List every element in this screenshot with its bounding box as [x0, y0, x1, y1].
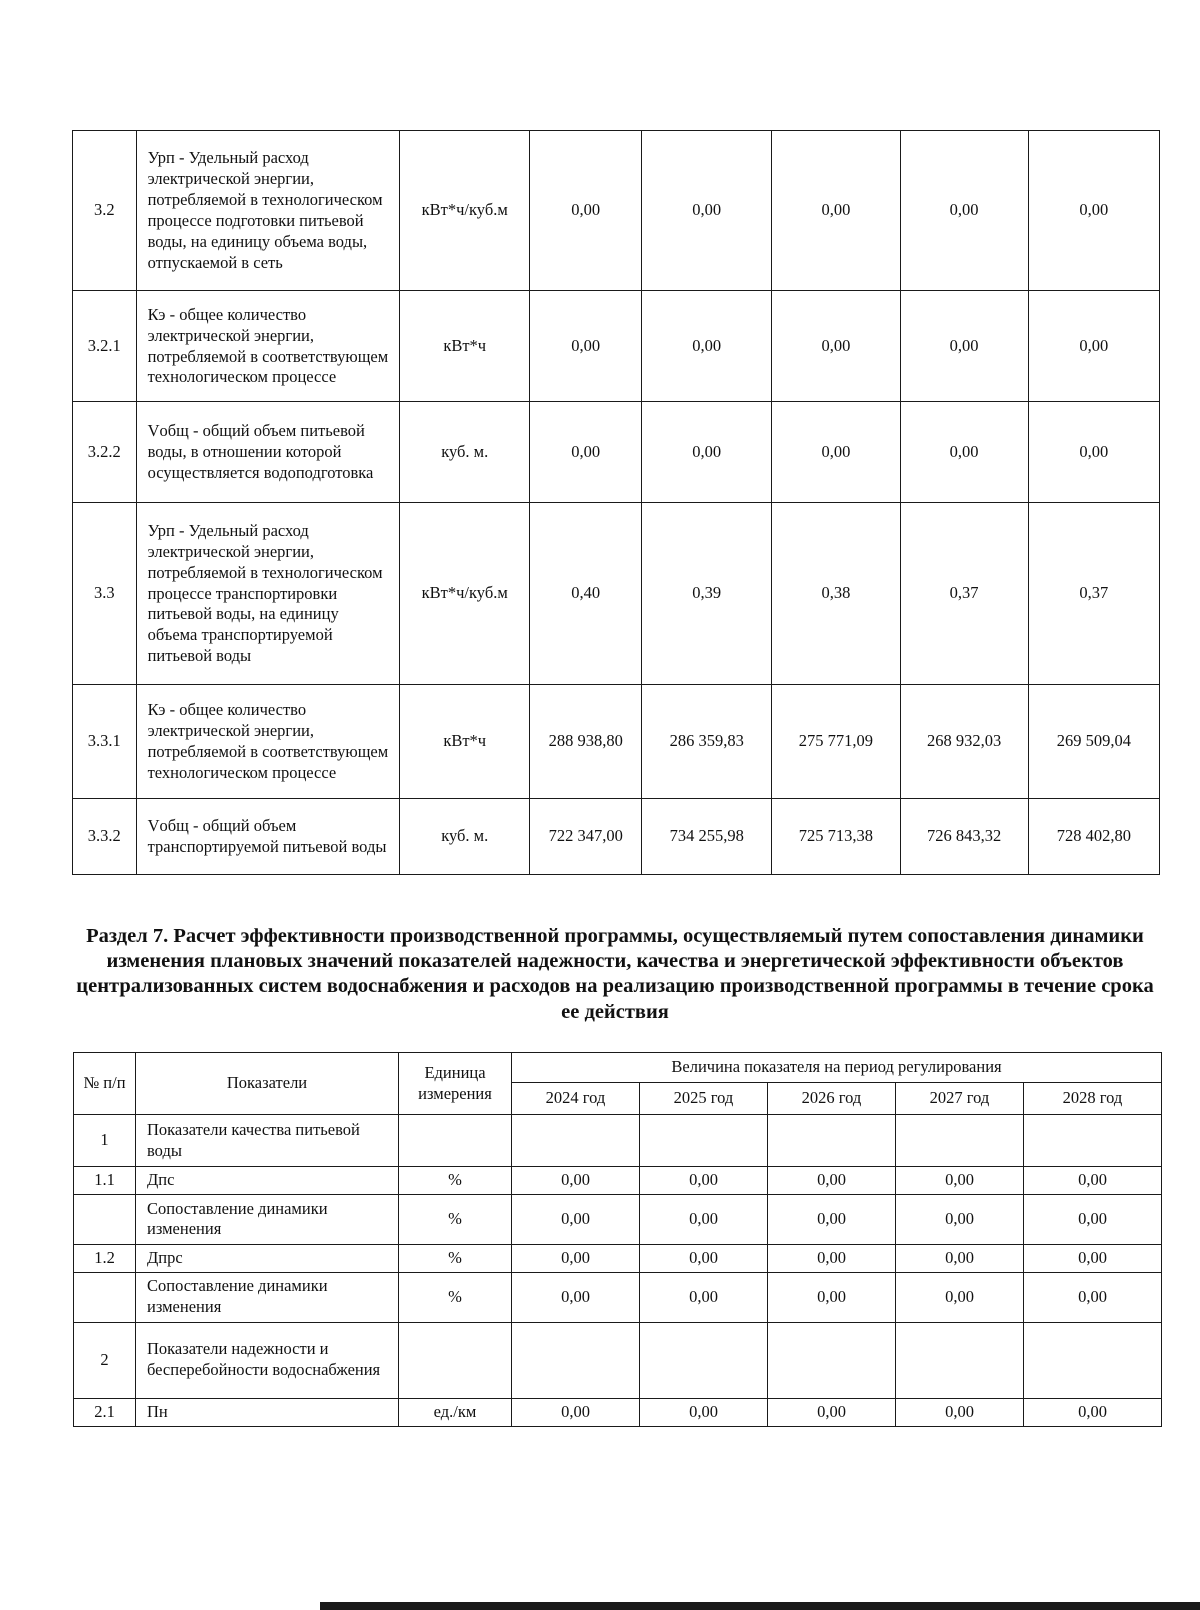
- value-cell: 0,00: [1024, 1194, 1162, 1244]
- unit-cell: %: [399, 1194, 512, 1244]
- value-cell: 0,00: [772, 131, 900, 291]
- value-cell: [896, 1115, 1024, 1167]
- indicator-description: Кэ - общее количество электрической энергии, потребляемой в соответствующем технологическом процессе: [136, 291, 400, 402]
- unit-cell: кВт*ч/куб.м: [400, 131, 530, 291]
- value-cell: [1024, 1115, 1162, 1167]
- value-cell: 0,00: [512, 1272, 640, 1322]
- row-number: 3.3.1: [73, 685, 137, 799]
- table-row: [73, 131, 1160, 291]
- value-cell: 0,00: [896, 1244, 1024, 1272]
- value-cell: 725 713,38: [772, 799, 900, 875]
- value-cell: [896, 1322, 1024, 1398]
- unit-cell: ед./км: [399, 1398, 512, 1426]
- value-cell: 0,37: [900, 503, 1028, 685]
- indicator-description: Vобщ - общий объем транспортируемой питьевой воды: [136, 799, 400, 875]
- table-row: [74, 1322, 1162, 1398]
- indicator-name: Сопоставление динамики изменения: [136, 1272, 399, 1322]
- value-cell: 728 402,80: [1028, 799, 1159, 875]
- indicator-description: Урп - Удельный расход электрической энергии, потребляемой в технологическом процессе транспортировки питьевой воды, на единицу объема транспортируемой питьевой воды: [136, 503, 400, 685]
- value-cell: 0,00: [896, 1167, 1024, 1195]
- value-cell: 269 509,04: [1028, 685, 1159, 799]
- scan-edge-line: [320, 1602, 1200, 1610]
- table-row: [74, 1115, 1162, 1167]
- value-cell: 0,00: [640, 1194, 768, 1244]
- unit-cell: куб. м.: [400, 799, 530, 875]
- value-cell: [640, 1322, 768, 1398]
- value-cell: 726 843,32: [900, 799, 1028, 875]
- row-number: 1.1: [74, 1167, 136, 1195]
- value-cell: 0,00: [768, 1244, 896, 1272]
- value-cell: [768, 1115, 896, 1167]
- row-number: 2.1: [74, 1398, 136, 1426]
- indicator-description: Урп - Удельный расход электрической энергии, потребляемой в технологическом процессе подготовки питьевой воды, на единицу объема воды, отпускаемой в сеть: [136, 131, 400, 291]
- header-row: [74, 1053, 1162, 1083]
- table-row: [74, 1272, 1162, 1322]
- value-cell: 0,00: [640, 1272, 768, 1322]
- table-row: [73, 402, 1160, 503]
- value-cell: 0,00: [896, 1398, 1024, 1426]
- value-cell: 0,00: [512, 1244, 640, 1272]
- table-row: [74, 1167, 1162, 1195]
- table-row: [74, 1398, 1162, 1426]
- value-cell: 0,00: [1028, 291, 1159, 402]
- value-cell: [512, 1115, 640, 1167]
- value-cell: 0,40: [530, 503, 642, 685]
- row-number: 3.2: [73, 131, 137, 291]
- column-header-year: 2028 год: [1024, 1083, 1162, 1115]
- value-cell: 0,00: [772, 291, 900, 402]
- row-number: 3.2.1: [73, 291, 137, 402]
- value-cell: [512, 1322, 640, 1398]
- row-number: 3.2.2: [73, 402, 137, 503]
- value-cell: 0,00: [640, 1398, 768, 1426]
- value-cell: 0,00: [772, 402, 900, 503]
- indicator-description: Кэ - общее количество электрической энергии, потребляемой в соответствующем технологическом процессе: [136, 685, 400, 799]
- value-cell: 288 938,80: [530, 685, 642, 799]
- value-cell: 734 255,98: [642, 799, 772, 875]
- row-number: 1.2: [74, 1244, 136, 1272]
- row-number: 2: [74, 1322, 136, 1398]
- value-cell: 0,37: [1028, 503, 1159, 685]
- row-number: 3.3.2: [73, 799, 137, 875]
- value-cell: 0,00: [642, 402, 772, 503]
- row-number: 1: [74, 1115, 136, 1167]
- column-header-year: 2024 год: [512, 1083, 640, 1115]
- value-cell: 0,00: [896, 1194, 1024, 1244]
- indicator-name: Сопоставление динамики изменения: [136, 1194, 399, 1244]
- value-cell: 0,39: [642, 503, 772, 685]
- value-cell: 0,00: [642, 291, 772, 402]
- value-cell: 0,00: [530, 291, 642, 402]
- unit-cell: [399, 1322, 512, 1398]
- column-header-year: 2026 год: [768, 1083, 896, 1115]
- value-cell: 0,00: [900, 131, 1028, 291]
- column-header-unit: Единица измерения: [399, 1053, 512, 1115]
- value-cell: [768, 1322, 896, 1398]
- value-cell: 0,00: [512, 1167, 640, 1195]
- value-cell: 0,00: [512, 1194, 640, 1244]
- value-cell: 0,00: [1028, 402, 1159, 503]
- table-row: [74, 1244, 1162, 1272]
- value-cell: 0,00: [1024, 1272, 1162, 1322]
- efficiency-table: [73, 1052, 1162, 1427]
- column-header-year: 2025 год: [640, 1083, 768, 1115]
- unit-cell: кВт*ч: [400, 685, 530, 799]
- column-header-year: 2027 год: [896, 1083, 1024, 1115]
- indicator-name: Дпс: [136, 1167, 399, 1195]
- indicator-description: Vобщ - общий объем питьевой воды, в отношении которой осуществляется водоподготовка: [136, 402, 400, 503]
- table-row: [74, 1194, 1162, 1244]
- column-header-number: № п/п: [74, 1053, 136, 1115]
- unit-cell: %: [399, 1167, 512, 1195]
- value-cell: 0,00: [1024, 1244, 1162, 1272]
- value-cell: 0,00: [1024, 1167, 1162, 1195]
- table-row: [73, 503, 1160, 685]
- unit-cell: [399, 1115, 512, 1167]
- value-cell: 0,00: [900, 291, 1028, 402]
- unit-cell: %: [399, 1244, 512, 1272]
- value-cell: 0,00: [896, 1272, 1024, 1322]
- indicator-name: Показатели надежности и бесперебойности водоснабжения: [136, 1322, 399, 1398]
- value-cell: 0,00: [1024, 1398, 1162, 1426]
- table-row: [73, 291, 1160, 402]
- value-cell: 286 359,83: [642, 685, 772, 799]
- row-number: [74, 1272, 136, 1322]
- indicator-name: Пн: [136, 1398, 399, 1426]
- section-title: Раздел 7. Расчет эффективности производственной программы, осуществляемый путем сопоставления динамики изменения плановых значений показателей надежности, качества и энергетической эффективности объектов централизованных систем водоснабжения и расходов на реализацию производственной программы в течение срока ее действия: [76, 925, 1154, 1023]
- indicator-name: Дпрс: [136, 1244, 399, 1272]
- unit-cell: %: [399, 1272, 512, 1322]
- unit-cell: куб. м.: [400, 402, 530, 503]
- value-cell: 0,38: [772, 503, 900, 685]
- value-cell: 0,00: [512, 1398, 640, 1426]
- indicator-name: Показатели качества питьевой воды: [136, 1115, 399, 1167]
- value-cell: 0,00: [768, 1194, 896, 1244]
- value-cell: 0,00: [768, 1272, 896, 1322]
- value-cell: [1024, 1322, 1162, 1398]
- row-number: [74, 1194, 136, 1244]
- value-cell: 0,00: [530, 131, 642, 291]
- value-cell: 0,00: [640, 1244, 768, 1272]
- unit-cell: кВт*ч/куб.м: [400, 503, 530, 685]
- value-cell: [640, 1115, 768, 1167]
- value-cell: 0,00: [642, 131, 772, 291]
- value-cell: 0,00: [530, 402, 642, 503]
- row-number: 3.3: [73, 503, 137, 685]
- value-cell: 0,00: [900, 402, 1028, 503]
- table-row: [73, 799, 1160, 875]
- unit-cell: кВт*ч: [400, 291, 530, 402]
- value-cell: 0,00: [640, 1167, 768, 1195]
- value-cell: 0,00: [1028, 131, 1159, 291]
- column-group-header: Величина показателя на период регулирования: [512, 1053, 1162, 1083]
- value-cell: 0,00: [768, 1398, 896, 1426]
- value-cell: 0,00: [768, 1167, 896, 1195]
- value-cell: 275 771,09: [772, 685, 900, 799]
- energy-consumption-table: [72, 130, 1160, 875]
- value-cell: 268 932,03: [900, 685, 1028, 799]
- value-cell: 722 347,00: [530, 799, 642, 875]
- table-row: [73, 685, 1160, 799]
- column-header-indicator: Показатели: [136, 1053, 399, 1115]
